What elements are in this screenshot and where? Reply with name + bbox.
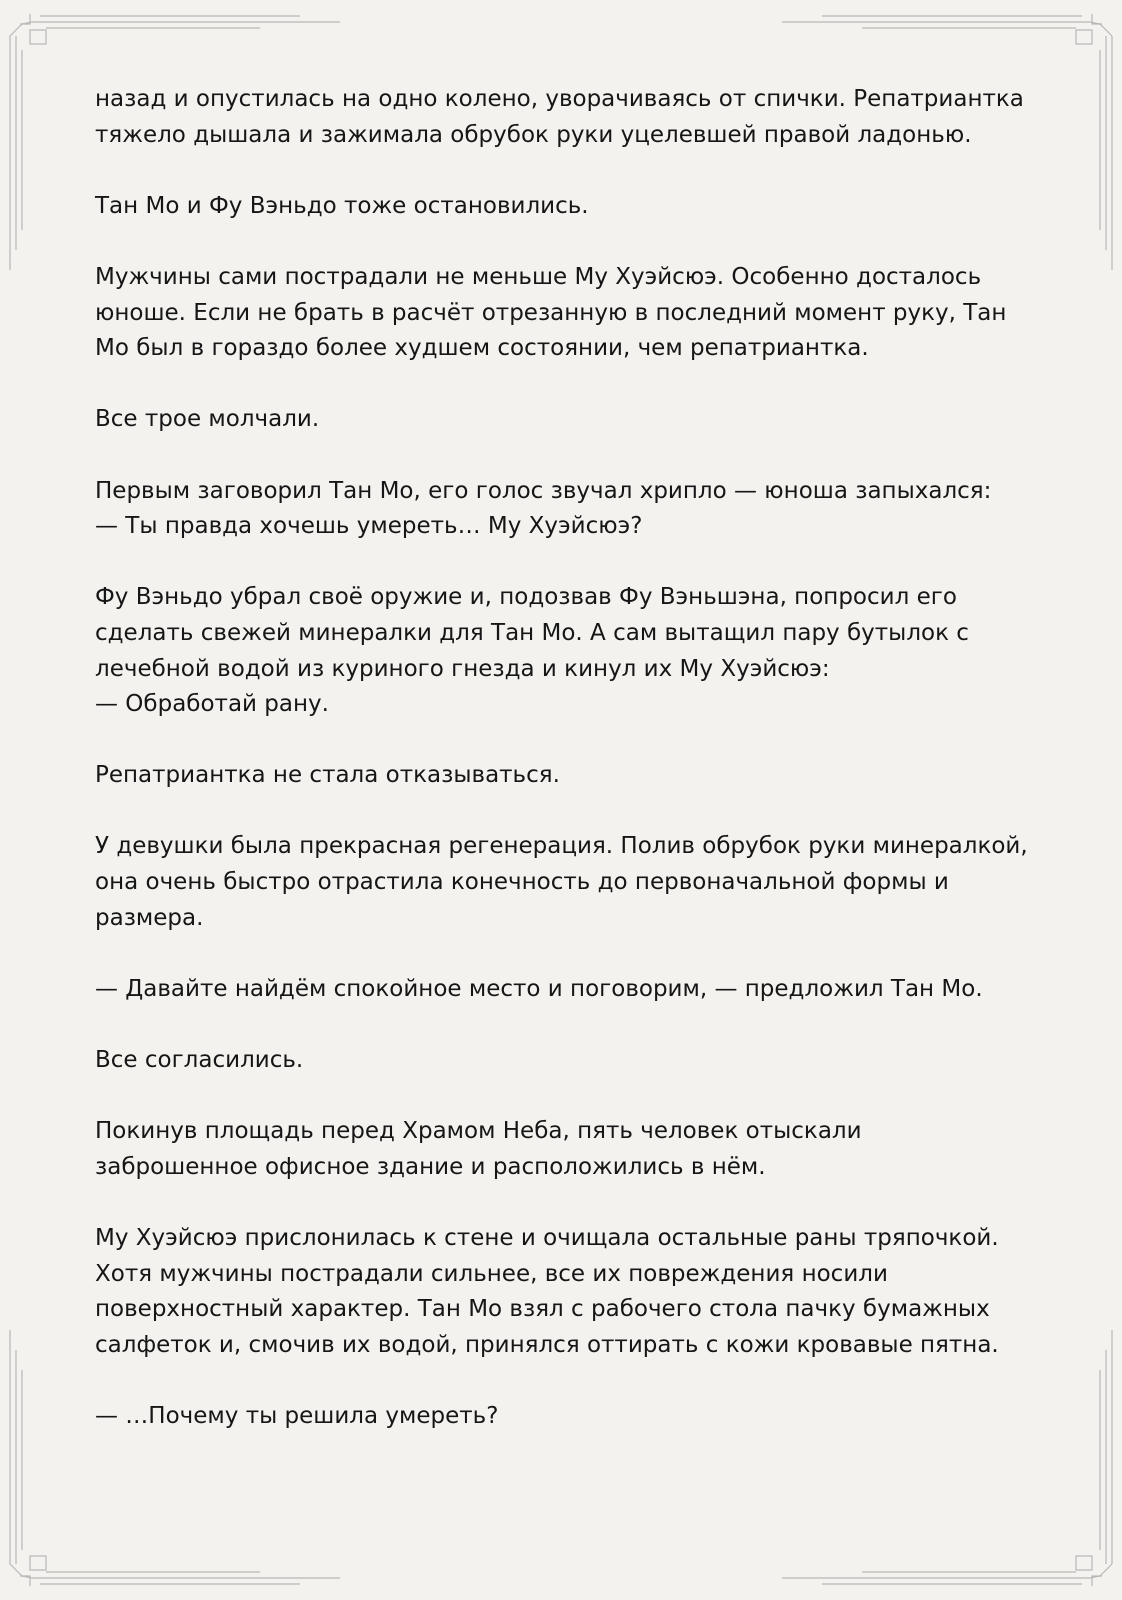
paragraph-12: Му Хуэйсюэ прислонилась к стене и очищала остальные раны тряпочкой. Хотя мужчины пострадали сильнее, все их повреждения носили поверхностный характер. Тан Мо взял с рабочего стола пачку бумажных салфеток и, смочив их водой, принялся оттирать с кожи кровавые пятна. [95,1225,999,1358]
paragraph-4: Все трое молчали. [95,406,320,433]
paragraph-7: Репатриантка не стала отказываться. [95,762,560,789]
paragraph-11: Покинув площадь перед Храмом Неба, пять человек отыскали заброшенное офисное здание и расположились в нём. [95,1118,862,1180]
paragraph-8: У девушки была прекрасная регенерация. Полив обрубок руки минералкой, она очень быстро отрастила конечность до первоначальной формы и размера. [95,833,1028,931]
paragraph-10: Все согласились. [95,1047,304,1074]
paragraph-3: Мужчины сами пострадали не меньше Му Хуэйсюэ. Особенно досталось юноше. Если не брать в расчёт отрезанную в последний момент руку, Тан Мо был в гораздо более худшем состоянии, чем репатриантка. [95,263,1007,362]
paragraph-9: — Давайте найдём спокойное место и поговорим, — предложил Тан Мо. [95,975,983,1002]
paragraph-1: назад и опустилась на одно колено, уворачиваясь от спички. Репатриантка тяжело дышала и зажимала обрубок руки уцелевшей правой ладонью. [95,86,1024,148]
paragraph-2: Тан Мо и Фу Вэньдо тоже остановились. [95,192,589,219]
chapter-text [95,82,1030,1435]
paragraph-5: Первым заговорил Тан Мо, его голос звучал хрипло — юноша запыхался: — Ты правда хочешь умереть… Му Хуэйсюэ? [95,477,992,540]
paragraph-6: Фу Вэньдо убрал своё оружие и, подозвав Фу Вэньшэна, попросил его сделать свежей минералки для Тан Мо. А сам вытащил пару бутылок с лечебной водой из куриного гнезда и кинул их Му Хуэйсюэ: — Обработай рану. [95,584,969,718]
paragraph-13: — …Почему ты решила умереть? [95,1402,499,1429]
